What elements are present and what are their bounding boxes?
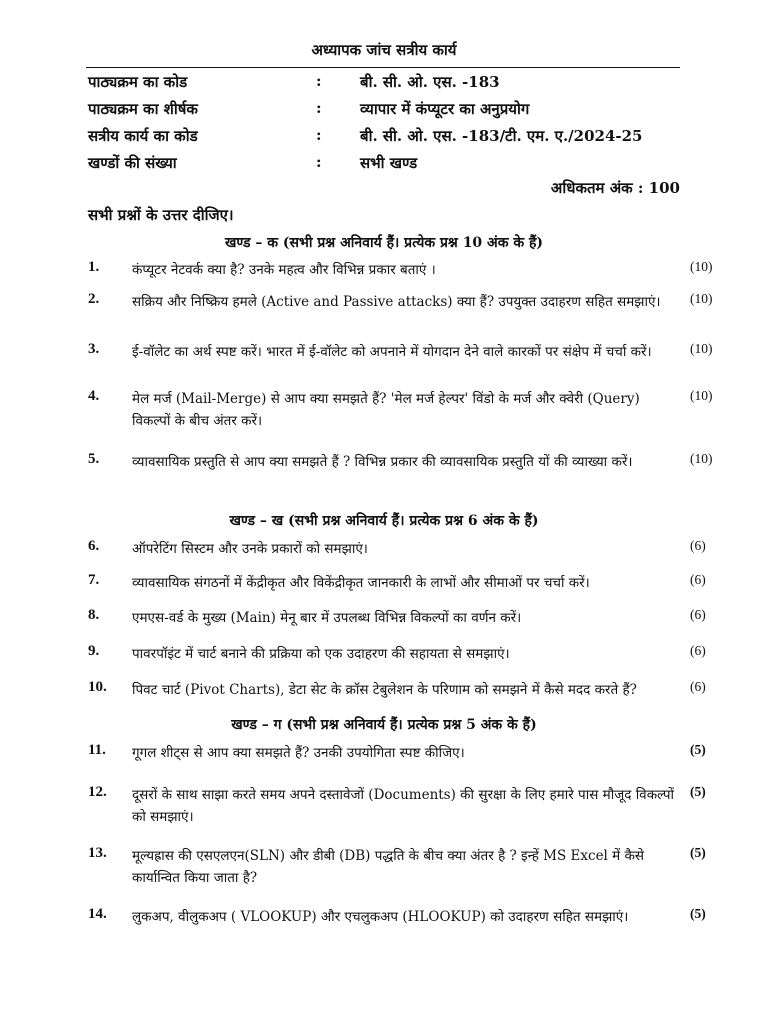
question-marks: (6) <box>690 679 706 694</box>
question-text: पिवट चार्ट (Pivot Charts), डेटा सेट के क्रॉस टेबुलेशन के परिणाम को समझने में कैसे मदद करते हैं? <box>132 682 637 698</box>
question-number: 3. <box>88 341 100 357</box>
question-text: मूल्यह्रास की एसएलएन(SLN) और डीबी (DB) पद्धति के बीच क्या अंतर है ? इन्हें MS Excel में कैसे कार्यान्वित किया जाता है? <box>132 848 645 886</box>
question-text: व्यावसायिक प्रस्तुति से आप क्या समझते हैं ? विभिन्न प्रकार की व्यावसायिक प्रस्तुति यों की व्याख्या करें। <box>132 454 633 470</box>
question-marks: (6) <box>690 607 706 622</box>
question-marks: (10) <box>690 259 713 274</box>
question-marks: (6) <box>690 643 706 658</box>
question-text: सक्रिय और निष्क्रिय हमले (Active and Passive attacks) क्या हैं? उपयुक्त उदाहरण सहित समझाएं। <box>132 294 661 310</box>
question-text: दूसरों के साथ साझा करते समय अपने दस्तावेजों (Documents) की सुरक्षा के लिए हमारे पास मौजूद विकल्पों को समझाएं। <box>132 787 675 825</box>
question-number: 12. <box>88 784 107 800</box>
question-text: पावरपॉइंट में चार्ट बनाने की प्रक्रिया को एक उदाहरण की सहायता से समझाएं। <box>132 646 510 662</box>
question-number: 8. <box>88 607 100 623</box>
question-marks: (10) <box>690 388 713 403</box>
meta-value: बी. सी. ओ. एस. -183 <box>360 73 500 91</box>
question-text: कंप्यूटर नेटवर्क क्या है? उनके महत्व और विभिन्न प्रकार बताएं । <box>132 262 436 278</box>
meta-value: व्यापार में कंप्यूटर का अनुप्रयोग <box>360 100 530 118</box>
meta-value: सभी खण्ड <box>360 154 418 172</box>
max-marks: अधिकतम अंक : 100 <box>550 179 680 197</box>
question-marks: (10) <box>690 291 713 306</box>
meta-colon: : <box>316 153 322 171</box>
question-marks: (5) <box>690 784 706 799</box>
question-marks: (10) <box>690 341 713 356</box>
question-marks: (6) <box>690 572 706 587</box>
question-number: 2. <box>88 291 100 307</box>
question-number: 1. <box>88 259 100 275</box>
meta-colon: : <box>316 126 322 144</box>
question-number: 4. <box>88 388 100 404</box>
meta-colon: : <box>316 72 322 90</box>
question-number: 7. <box>88 572 100 588</box>
question-marks: (5) <box>690 906 706 921</box>
question-marks: (6) <box>690 538 706 553</box>
question-number: 5. <box>88 451 100 467</box>
meta-label: खण्डों की संख्या <box>88 154 177 172</box>
question-number: 11. <box>88 742 106 758</box>
question-text: एमएस-वर्ड के मुख्य (Main) मेनू बार में उपलब्ध विभिन्न विकल्पों का वर्णन करें। <box>132 610 522 626</box>
meta-colon: : <box>316 99 322 117</box>
question-number: 10. <box>88 679 107 695</box>
question-number: 13. <box>88 845 107 861</box>
question-text: मेल मर्ज (Mail-Merge) से आप क्या समझते हैं? 'मेल मर्ज हेल्पर' विंडो के मर्ज और क्वेरी (Query) विकल्पों के बीच अंतर करें। <box>132 391 640 429</box>
question-marks: (10) <box>690 451 713 466</box>
title-divider <box>86 67 680 68</box>
meta-row-blocks <box>88 153 688 175</box>
meta-label: सत्रीय कार्य का कोड <box>88 127 198 145</box>
meta-row-course-title <box>88 99 688 121</box>
question-text: ऑपरेटिंग सिस्टम और उनके प्रकारों को समझाएं। <box>132 541 368 557</box>
question-number: 14. <box>88 906 107 922</box>
question-text: ई-वॉलेट का अर्थ स्पष्ट करें। भारत में ई-वॉलेट को अपनाने में योगदान देने वाले कारकों पर संक्षेप में चर्चा करें। <box>132 344 652 360</box>
question-number: 6. <box>88 538 100 554</box>
question-text: गूगल शीट्स से आप क्या समझते हैं? उनकी उपयोगिता स्पष्ट कीजिए। <box>132 745 465 761</box>
meta-label: पाठ्यक्रम का शीर्षक <box>88 100 198 118</box>
question-marks: (5) <box>690 742 706 757</box>
meta-label: पाठ्यक्रम का कोड <box>88 73 188 91</box>
meta-row-assignment-code <box>88 126 688 148</box>
section-heading-c: खण्ड – ग (सभी प्रश्न अनिवार्य हैं। प्रत्येक प्रश्न 5 अंक के हैं) <box>231 717 537 733</box>
meta-value: बी. सी. ओ. एस. -183/टी. एम. ए./2024-25 <box>360 127 643 145</box>
question-marks: (5) <box>690 845 706 860</box>
instruction: सभी प्रश्नों के उत्तर दीजिए। <box>88 206 234 224</box>
meta-row-course-code <box>88 72 688 94</box>
section-heading-a: खण्ड – क (सभी प्रश्न अनिवार्य हैं। प्रत्येक प्रश्न 10 अंक के हैं) <box>224 235 544 251</box>
page-title: अध्यापक जांच सत्रीय कार्य <box>311 41 457 59</box>
question-text: व्यावसायिक संगठनों में केंद्रीकृत और विकेंद्रीकृत जानकारी के लाभों और सीमाओं पर चर्चा करें। <box>132 575 590 591</box>
section-heading-b: खण्ड – ख (सभी प्रश्न अनिवार्य हैं। प्रत्येक प्रश्न 6 अंक के हैं) <box>229 513 539 529</box>
question-number: 9. <box>88 643 100 659</box>
question-text: लुकअप, वीलुकअप ( VLOOKUP) और एचलुकअप (HLOOKUP) को उदाहरण सहित समझाएं। <box>132 909 629 925</box>
